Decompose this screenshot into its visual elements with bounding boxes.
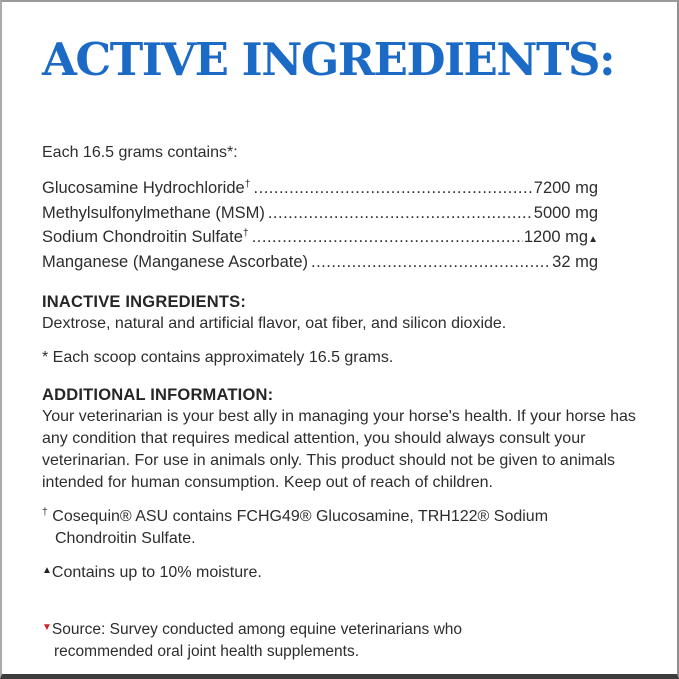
dagger-marker: † [242,227,249,239]
inactive-ingredients-heading: INACTIVE INGREDIENTS: [42,293,247,311]
moisture-footnote [42,562,641,584]
ingredient-name-text: Glucosamine Hydrochloride [42,179,245,197]
source-footnote [42,619,562,663]
ingredient-amount: 7200 mg [533,179,598,197]
scoop-footnote-text: Each scoop contains approximately 16.5 grams. [48,349,394,366]
inactive-ingredients-body: Dextrose, natural and artificial flavor, oat fiber, and silicon dioxide. [42,315,507,332]
moisture-footnote-text: Contains up to 10% moisture. [51,564,262,581]
page-title: ACTIVE INGREDIENTS: [42,33,615,86]
dagger-marker: † [244,178,251,190]
ingredient-name-text: Manganese (Manganese Ascorbate) [42,252,308,271]
ingredient-name [42,225,249,250]
ingredient-row [42,250,598,275]
serving-size-line: Each 16.5 grams contains*: [42,144,238,161]
ingredient-amount: 5000 mg [533,203,598,222]
dotted-leader [268,201,533,226]
asterisk-marker: * [42,349,49,366]
triangle-down-red-marker: ▼ [42,622,52,633]
dotted-leader [254,176,533,201]
ingredient-amount: 1200 mg [523,228,589,246]
scoop-footnote [42,347,641,369]
ingredient-name [42,250,308,275]
triangle-up-marker: ▲ [42,565,52,576]
ingredient-amount: 32 mg [552,252,598,271]
active-ingredients-list [42,176,598,274]
additional-information-body: Your veterinarian is your best ally in managing your horse's health. If your horse has any condition that requires medical attention, you should always consult your veterinarian. For use in animals only. This product should not be given to animals intended for human consumption. Keep out of reach of children. [42,408,636,491]
ingredient-row: Sodium Chondroitin Sulfate† ..... 1200 mg ▲ [42,225,598,250]
dotted-leader [252,225,523,250]
ingredient-row [42,201,598,226]
additional-information-heading: ADDITIONAL INFORMATION: [42,386,274,404]
cosequin-footnote-text: Cosequin® ASU contains FCHG49® Glucosamine, TRH122® Sodium Chondroitin Sulfate. [47,508,549,547]
ingredient-name [42,201,265,226]
source-footnote-text: Source: Survey conducted among equine veterinarians who recommended oral joint health supplements. [51,621,463,660]
dagger-marker: † [42,506,48,518]
ingredient-name-text: Sodium Chondroitin Sulfate [42,228,243,246]
ingredient-name [42,176,251,201]
cosequin-footnote [42,506,622,549]
dotted-leader [311,250,551,275]
ingredient-row [42,176,598,201]
ingredient-name-text: Methylsulfonylmethane (MSM) [42,203,265,222]
